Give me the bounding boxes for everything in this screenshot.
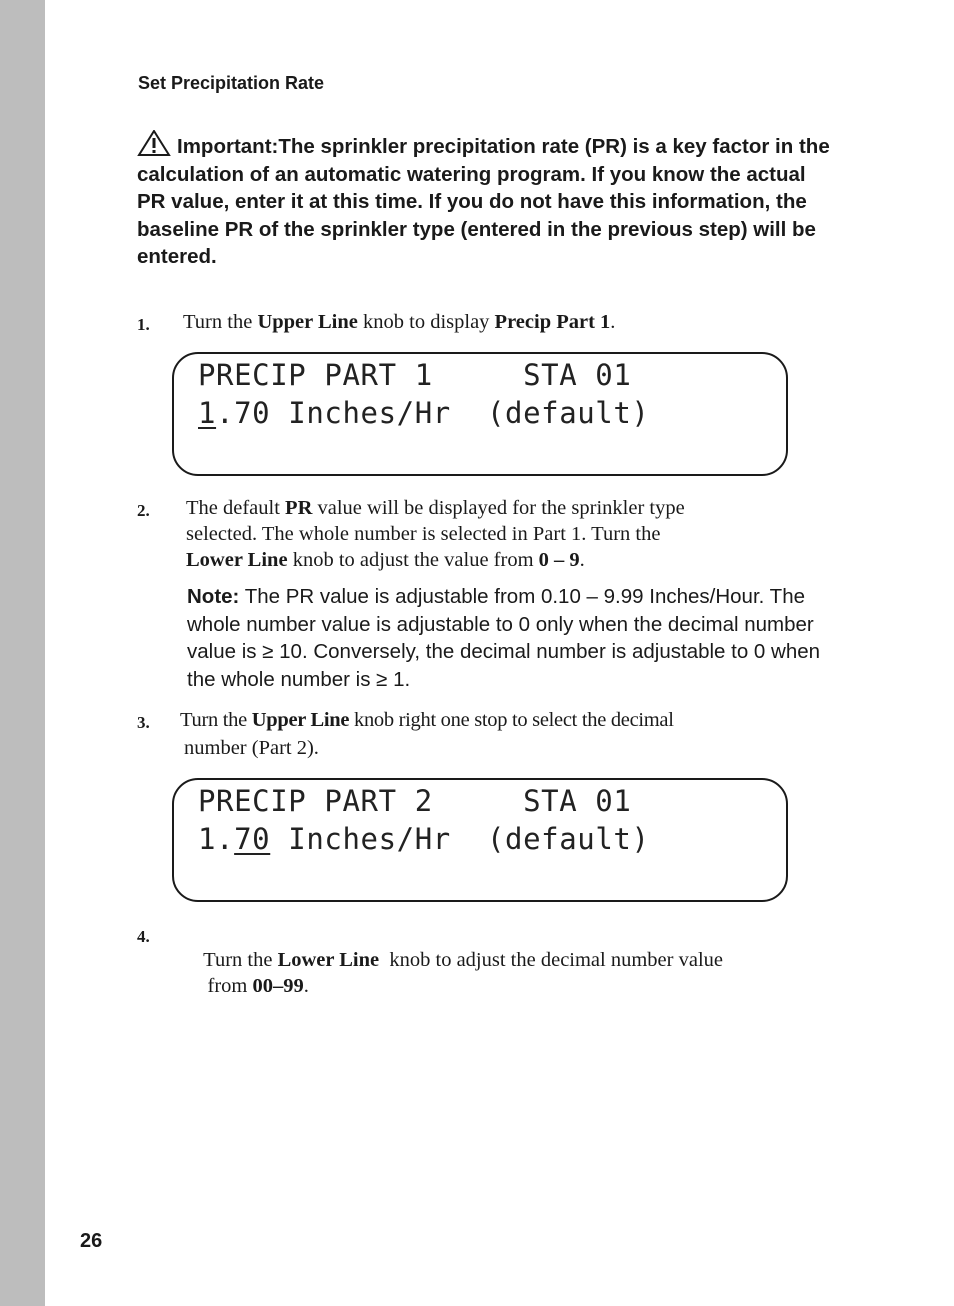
lcd-cursor: 70 — [234, 822, 271, 856]
step-text: knob to adjust the decimal number value — [379, 949, 723, 971]
step-number: 3. — [137, 713, 150, 732]
step-text: selected. The whole number is selected in Part 1. Turn the — [186, 523, 661, 545]
note-text: The PR value is adjustable from 0.10 – 9.99 Inches/Hour. The whole number value is adjustable to 0 only when the decimal number value is ≥ 10. Conversely, the decimal number is adjustable to 0 when the whole number is ≥ 1. — [187, 585, 821, 691]
step-bold: Lower Line — [277, 949, 380, 971]
lcd-display-part-2 — [172, 778, 788, 902]
step-text: number (Part 2). — [184, 737, 319, 759]
important-notice — [137, 130, 837, 271]
step-text: Turn the — [203, 949, 278, 971]
note-label: Note: — [187, 585, 240, 608]
note — [187, 583, 847, 693]
step-number: 4. — [137, 927, 150, 946]
lcd-text: 1. — [198, 822, 235, 856]
step-bold: Lower Line — [186, 549, 288, 571]
step-number: 1. — [137, 315, 150, 334]
step-text: . — [579, 549, 585, 571]
lcd-line-1: PRECIP PART 1 STA 01 — [198, 358, 632, 392]
step-bold: 0 – 9 — [538, 549, 580, 571]
warning-icon — [137, 130, 171, 156]
step-bold: Precip Part 1 — [494, 311, 611, 333]
lcd-text: Inches/Hr (default) — [270, 822, 650, 856]
lcd-line-2 — [198, 822, 650, 856]
lcd-line-2 — [198, 396, 650, 430]
step-text: . — [303, 975, 309, 997]
lcd-display-part-1 — [172, 352, 788, 476]
lcd-text: .70 Inches/Hr (default) — [216, 396, 650, 430]
page-margin-bar — [0, 0, 45, 1306]
lcd-line-1: PRECIP PART 2 STA 01 — [198, 784, 632, 818]
page-number: 26 — [80, 1230, 103, 1252]
lcd-cursor: 1 — [198, 396, 217, 430]
step-bold: PR — [285, 497, 313, 519]
step-text: value will be displayed for the sprinkler type — [312, 497, 685, 519]
step-text: knob to adjust the value from — [287, 549, 539, 571]
step-bold: Upper Line — [257, 311, 358, 333]
step-text: . — [610, 311, 616, 333]
step-text: Turn the — [183, 311, 258, 333]
important-text: Important:The sprinkler precipitation rate (PR) is a key factor in the calculation of an automatic watering program. If you know the actual PR value, enter it at this time. If you do not have this information, the baseline PR of the sprinkler type (entered in the previous step) will be entered. — [137, 135, 830, 268]
step-text: knob right one stop to select the decimal — [349, 709, 674, 731]
step-bold: 00–99 — [252, 975, 304, 997]
step-text: knob to display — [357, 311, 495, 333]
step-text: from — [207, 975, 253, 997]
step-text: The default — [186, 497, 286, 519]
step-text: Turn the — [180, 709, 252, 731]
section-title: Set Precipitation Rate — [138, 73, 325, 93]
step-bold: Upper Line — [251, 709, 350, 731]
step-number: 2. — [137, 501, 150, 520]
